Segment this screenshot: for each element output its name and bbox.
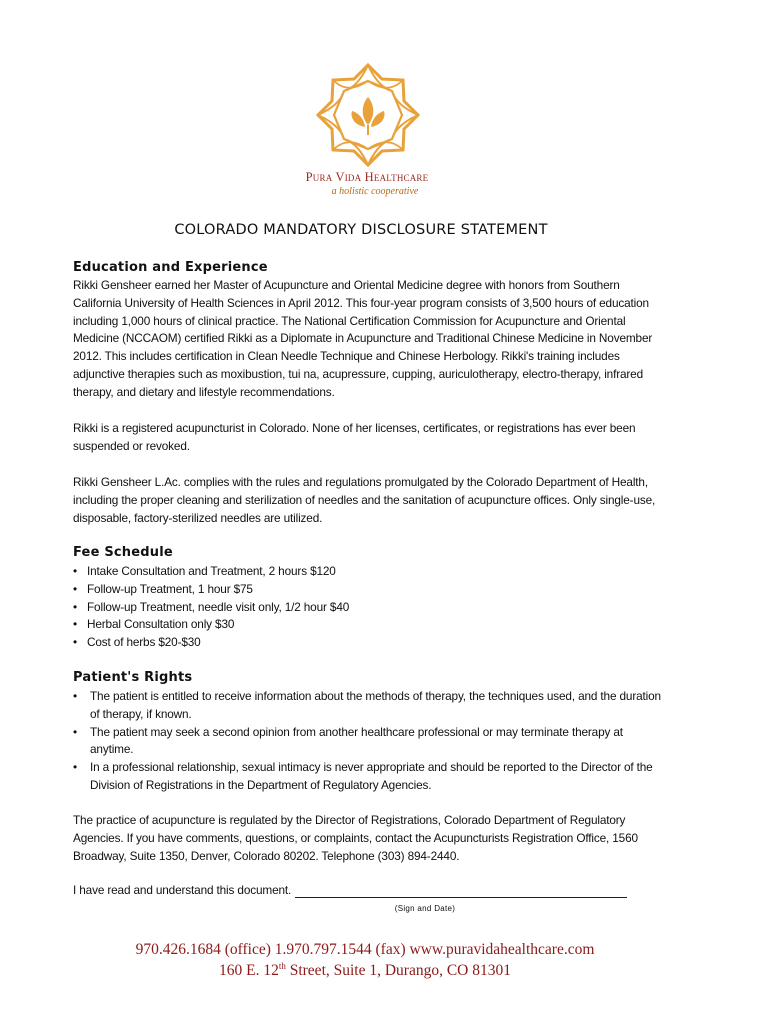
- footer-address-number: 160 E. 12: [218, 962, 279, 980]
- footer-contact: 970.426.1684 (office) 1.970.797.1544 (fax) www.puravidahealthcare.com: [135, 941, 595, 958]
- fee-item-label: Follow-up Treatment, needle visit only, 1/2 hour $40: [87, 599, 350, 614]
- bullet-icon: •: [73, 617, 77, 632]
- patients-rights-heading: Patient's Rights: [73, 670, 193, 685]
- fee-item-label: Follow-up Treatment, 1 hour $75: [87, 581, 253, 596]
- rights-item-text: The patient is entitled to receive information about the methods of therapy, the techniques used, and the duration of therapy, if known.: [90, 689, 661, 721]
- fee-item-label: Intake Consultation and Treatment, 2 hours $120: [87, 564, 336, 578]
- fee-schedule-list: [73, 563, 673, 652]
- fee-item-label: Herbal Consultation only $30: [87, 617, 235, 632]
- footer-address: [0, 961, 730, 980]
- bullet-icon: •: [73, 760, 77, 775]
- regulation-paragraph: The practice of acupuncture is regulated by the Director of Registrations, Colorado Department of Regulatory Agencies. If you have comments, questions, or complaints, contact the Acupuncturists Registration Office, 1560 Broadway, Suite 1350, Denver, Colorado 80202. Telephone (303) 894-2440.: [73, 813, 638, 863]
- signature-line[interactable]: [295, 897, 627, 898]
- brand-tagline: a holistic cooperative: [331, 186, 419, 197]
- list-item: [73, 724, 663, 760]
- signature-statement: I have read and understand this document.: [73, 883, 292, 897]
- bullet-icon: •: [73, 564, 77, 578]
- signature-caption: (Sign and Date): [394, 904, 456, 913]
- rights-item-text: In a professional relationship, sexual intimacy is never appropriate and should be reported to the Director of the Division of Registrations in the Department of Regulatory Agencies.: [90, 760, 653, 792]
- list-item: [73, 759, 663, 795]
- list-item: [73, 616, 673, 634]
- list-item: [73, 634, 673, 652]
- education-paragraph-2: Rikki is a registered acupuncturist in Colorado. None of her licenses, certificates, or registrations has ever been suspended or revoked.: [73, 421, 636, 453]
- bullet-icon: •: [73, 724, 77, 739]
- footer-address-suffix: th: [278, 961, 286, 971]
- list-item: [73, 599, 673, 617]
- list-item: [73, 581, 673, 599]
- education-paragraph-1: Rikki Gensheer earned her Master of Acupuncture and Oriental Medicine degree with honors from Southern California University of Health Sciences in April 2012. This four-year program consists of 3,500 hours of education including 1,000 hours of clinical practice. The National Certification Commission for Acupuncture and Oriental Medicine (NCCAOM) certified Rikki as a Diplomate in Acupuncture and Traditional Chinese Medicine in November 2012. This includes certification in Clean Needle Technique and Chinese Herbology. Rikki's training includes adjunctive therapies such as moxibustion, tui na, acupressure, cupping, auriculotherapy, electro-therapy, infrared therapy, and dietary and lifestyle recommendations.: [73, 278, 653, 399]
- bullet-icon: •: [73, 599, 77, 614]
- document-title: COLORADO MANDATORY DISCLOSURE STATEMENT: [174, 222, 548, 238]
- footer-address-rest: Street, Suite 1, Durango, CO 81301: [285, 962, 512, 980]
- patients-rights-list: [73, 688, 663, 795]
- education-heading: Education and Experience: [73, 260, 268, 275]
- list-item: [73, 563, 673, 581]
- fee-schedule-heading: Fee Schedule: [73, 545, 173, 560]
- rights-item-text: The patient may seek a second opinion from another healthcare professional or may terminate therapy at anytime.: [90, 724, 623, 757]
- list-item: [73, 688, 663, 724]
- bullet-icon: •: [73, 689, 77, 703]
- education-paragraph-3: Rikki Gensheer L.Ac. complies with the rules and regulations promulgated by the Colorado Department of Health, including the proper cleaning and sterilization of needles and the sanitation of acupuncture offices. Only single-use, disposable, factory-sterilized needles are utilized.: [73, 475, 656, 525]
- brand-name: Pura Vida Healthcare: [305, 170, 429, 184]
- bullet-icon: •: [73, 581, 77, 596]
- fee-item-label: Cost of herbs $20-$30: [87, 635, 201, 650]
- bullet-icon: •: [73, 635, 77, 650]
